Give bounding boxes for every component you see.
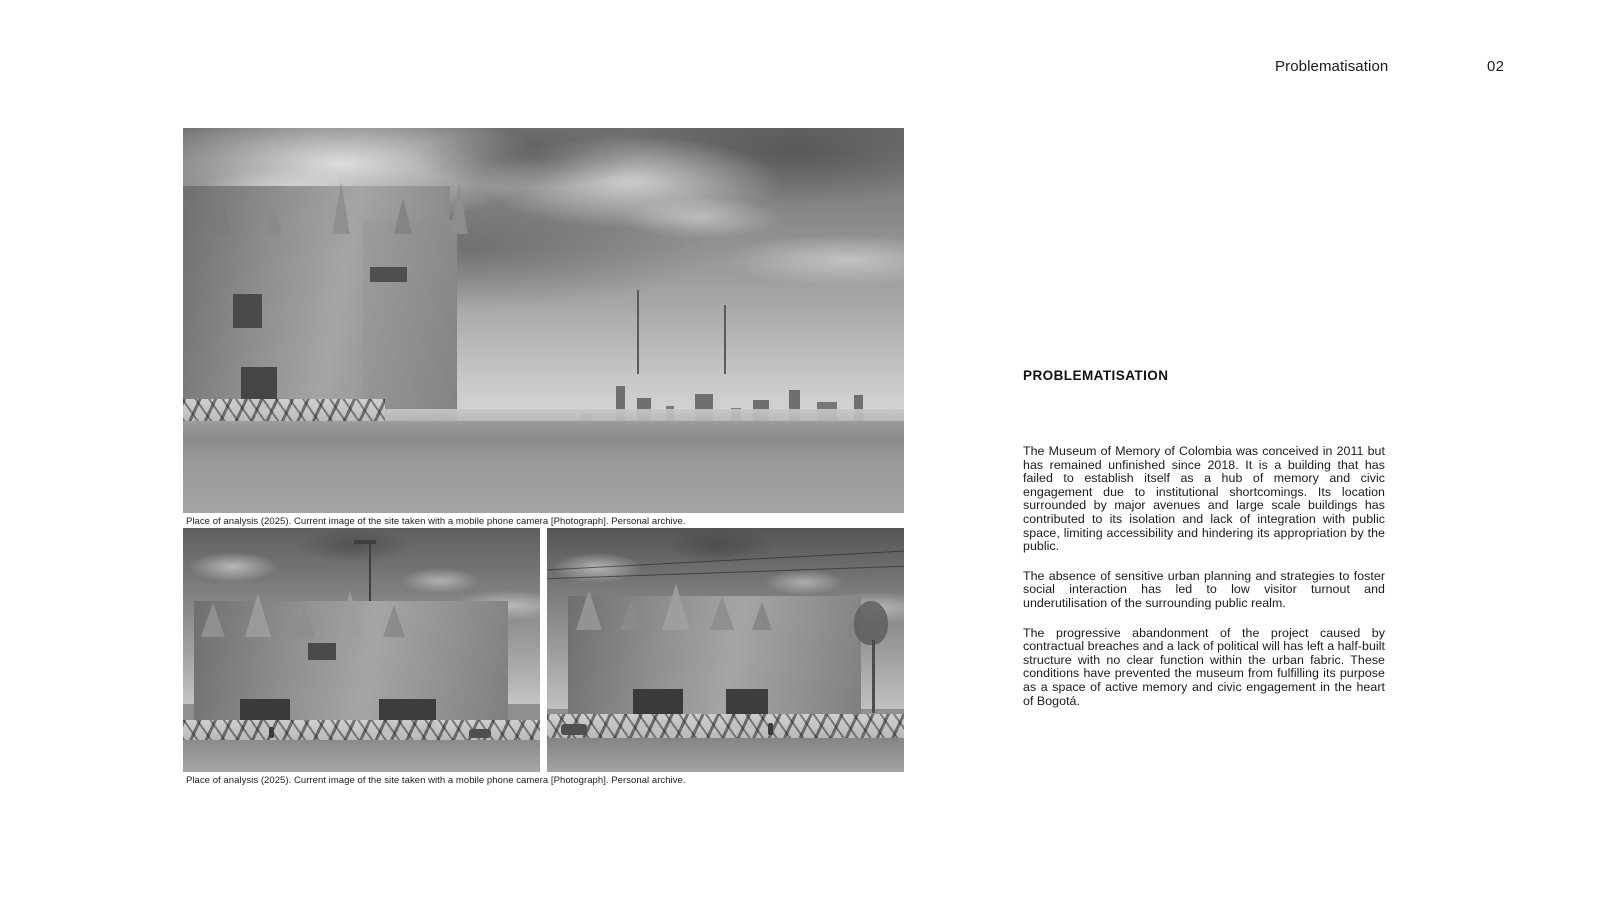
crane-pole <box>637 290 639 375</box>
facade-opening <box>308 643 337 660</box>
section-heading: PROBLEMATISATION <box>1023 368 1169 383</box>
palm-trunk <box>872 640 875 713</box>
figure-pair-caption: Place of analysis (2025). Current image of the site taken with a mobile phone camera [Photograph]. Personal archive. <box>186 775 686 786</box>
crane-pole-2 <box>724 305 726 374</box>
foreground-street <box>547 738 904 772</box>
lower-left-site-photograph <box>183 528 540 772</box>
body-paragraph-1: The Museum of Memory of Colombia was conceived in 2011 but has remained unfinished since 2018. It is a building that has failed to establish itself as a hub of memory and civic engagement due to institutional shortcomings. Its location surrounded by major avenues and large scale buildings has contributed to its isolation and lack of integration with public space, limiting accessibility and hindering its appropriation by the public. <box>1023 444 1385 554</box>
street-light-head <box>354 540 376 544</box>
roof-spikes <box>576 584 776 630</box>
pedestrian <box>269 727 274 738</box>
figures-column <box>183 128 904 787</box>
main-site-photograph <box>183 128 904 513</box>
page-title: Problematisation <box>1275 58 1389 75</box>
parked-car <box>469 729 491 738</box>
lower-right-site-photograph <box>547 528 904 772</box>
pedestrian <box>768 723 773 735</box>
facade-opening <box>233 294 262 329</box>
body-paragraph-3: The progressive abandonment of the project caused by contractual breaches and a lack of political will has left a half-built structure with no clear function within the urban fabric. These conditions have prevented the museum from fulfilling its purpose as a space of active memory and civic engagement in the heart of Bogotá. <box>1023 625 1385 708</box>
graffiti-wall <box>547 714 904 738</box>
figure-main-caption: Place of analysis (2025). Current image of the site taken with a mobile phone camera [Photograph]. Personal archive. <box>186 516 686 527</box>
parked-car <box>561 724 587 735</box>
foreground-pavement <box>183 421 904 513</box>
page-number: 02 <box>1487 58 1505 75</box>
graffiti-wall <box>183 399 385 421</box>
figure-pair-row <box>183 528 904 772</box>
palm-tree <box>854 601 888 645</box>
roof-spikes <box>201 591 409 637</box>
roof-spikes <box>212 182 472 234</box>
foreground-street <box>183 740 540 772</box>
page-header <box>0 58 1600 80</box>
facade-opening <box>370 267 406 282</box>
figure-main <box>183 128 904 528</box>
text-column <box>1023 368 1385 708</box>
body-paragraph-2: The absence of sensitive urban planning and strategies to foster social interaction has led to low visitor turnout and underutilisation of the surrounding public realm. <box>1023 568 1385 610</box>
